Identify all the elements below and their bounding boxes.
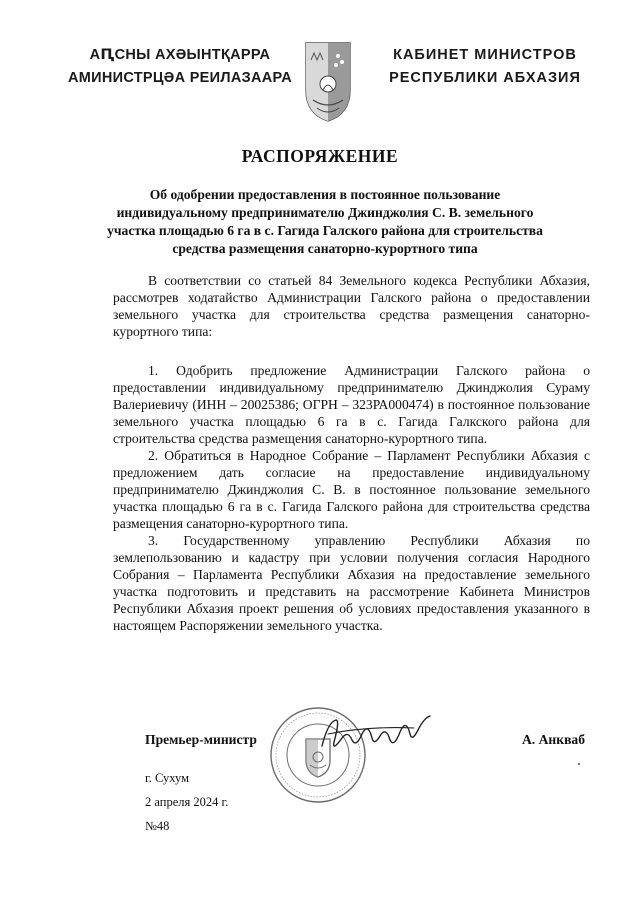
document-type: РАСПОРЯЖЕНИЕ	[241, 146, 399, 166]
letterhead-russian-line1: КАБИНЕТ МИНИСТРОВ	[393, 47, 577, 63]
decision-item-3: 3. Государственному управлению Республики Абхазия по землепользованию и кадастру при условии получения согласия Народного Собрания – Парламента Республики Абхазия на предоставление земельного участка подготовить и представить на рассмотрение Кабинета Министров Республики Абхазия проект решения об условиях предоставления указанного в настоящем Распоряжении земельного участка.	[113, 533, 590, 633]
decision-items	[113, 362, 590, 634]
letterhead-russian-line2: РЕСПУБЛИКИ АБХАЗИЯ	[389, 70, 581, 86]
signature-block	[145, 732, 585, 752]
subject-line: индивидуальному предпринимателю Джинджолия С. В. земельного	[116, 205, 534, 220]
subject-line: Об одобрении предоставления в постоянное пользование	[149, 187, 501, 202]
letterhead-abkhaz-line2: АМИНИСТРЦӘА РЕИЛАЗААРА	[67, 70, 293, 86]
decision-item-1: 1. Одобрить предложение Администрации Галского района о предоставлении индивидуальному предпринимателю Джинджолия Сураму Валериевичу (ИНН – 20025386; ОГРН – 323РА000474) в постоянное пользование земельного участка площадью 6 га в с. Гагида Галкского района для строительства средства размещения санаторно-курортного типа.	[113, 363, 590, 446]
coat-of-arms-icon	[303, 40, 353, 124]
document-place: г. Сухум	[145, 771, 190, 785]
letterhead-russian	[370, 44, 600, 90]
letterhead-abkhaz	[60, 44, 300, 90]
subject-line: средства размещения санаторно-курортного типа	[172, 241, 478, 256]
signatory-name: А. Анкваб	[521, 732, 585, 747]
decision-item-2: 2. Обратиться в Народное Собрание – Парламент Республики Абхазия с предложением дать согласие на предоставление индивидуальному предпринимателю Джинджолия С. В. в постоянное пользование земельного участка площадью 6 га в с. Гагида Галского района для строительства средства размещения санаторно-курортного типа.	[113, 448, 590, 531]
preamble-paragraph: В соответствии со статьей 84 Земельного кодекса Республики Абхазия, рассмотрев ходатайство Администрации Галского района о предоставлении земельного участка для строительства средства размещения санаторно-курортного типа:	[113, 273, 590, 339]
letterhead-abkhaz-line1: АԤСНЫ АХӘЫНТҚАРРА	[89, 47, 271, 63]
subject-line: участка площадью 6 га в с. Гагида Галского района для строительства	[107, 223, 543, 238]
document-footer	[145, 766, 228, 838]
document-number: №48	[145, 819, 170, 833]
document-subject	[100, 186, 550, 258]
signatory-title: Премьер-министр	[145, 732, 257, 747]
scan-speck	[578, 763, 580, 765]
document-date: 2 апреля 2024 г.	[145, 795, 229, 809]
